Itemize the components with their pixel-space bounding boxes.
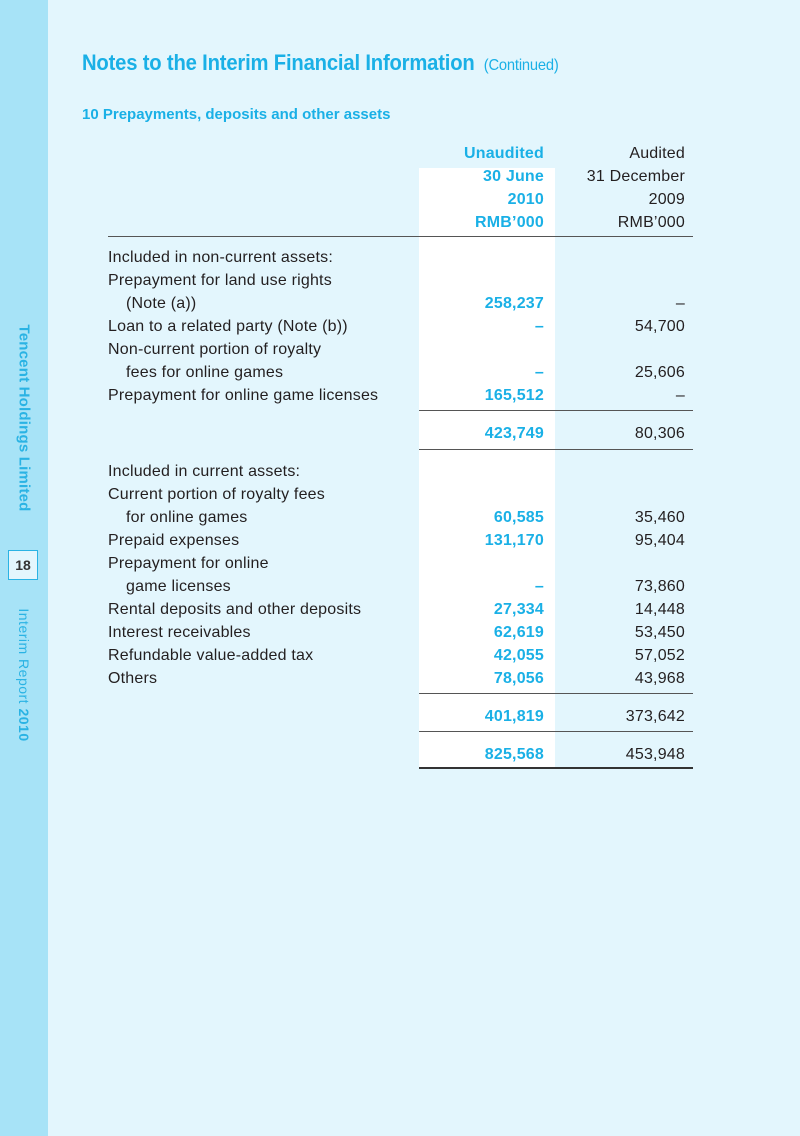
- row-label-continued: game licenses: [126, 578, 231, 595]
- row-current-value: –: [534, 364, 544, 381]
- row-label: Rental deposits and other deposits: [108, 601, 362, 618]
- grand-total-double-rule: [419, 767, 693, 769]
- row-label: Prepayment for online: [108, 555, 269, 572]
- row-label-continued: (Note (a)): [126, 295, 197, 312]
- title-main: Notes to the Interim Financial Information: [82, 50, 475, 75]
- header-prior-year: 2009: [648, 191, 685, 208]
- subtotal-rule-bottom: [419, 449, 693, 450]
- section-heading: 10 Prepayments, deposits and other assets: [82, 106, 391, 123]
- sidebar-company-name: Tencent Holdings Limited: [15, 324, 33, 512]
- row-current-value: –: [534, 318, 544, 335]
- row-prior-value: 53,450: [634, 624, 685, 641]
- row-label: Refundable value-added tax: [108, 647, 314, 664]
- row-label: Interest receivables: [108, 624, 251, 641]
- row-current-value: 60,585: [493, 509, 544, 526]
- row-label: Current portion of royalty fees: [108, 486, 325, 503]
- row-label-continued: for online games: [126, 509, 248, 526]
- page-number: 18: [8, 550, 38, 580]
- row-current-value: 78,056: [493, 670, 544, 687]
- grand-total-current: 825,568: [484, 746, 544, 763]
- row-prior-value: –: [675, 387, 685, 404]
- subtotal-rule-top: [419, 410, 693, 411]
- report-year: 2010: [16, 708, 32, 742]
- header-prior-date: 31 December: [586, 168, 685, 185]
- row-label: Loan to a related party (Note (b)): [108, 318, 348, 335]
- header-divider: [108, 236, 693, 237]
- current-subtotal-current: 401,819: [484, 708, 544, 725]
- row-prior-value: 14,448: [634, 601, 685, 618]
- row-current-value: 131,170: [484, 532, 544, 549]
- non-current-heading: Included in non-current assets:: [108, 249, 333, 266]
- header-current-unit: RMB’000: [475, 214, 544, 231]
- row-current-value: 62,619: [493, 624, 544, 641]
- current-subtotal-prior: 373,642: [625, 708, 685, 725]
- header-current-year: 2010: [507, 191, 544, 208]
- row-label: Prepayment for online game licenses: [108, 387, 379, 404]
- row-prior-value: 57,052: [634, 647, 685, 664]
- non-current-subtotal-current: 423,749: [484, 425, 544, 442]
- row-prior-value: 35,460: [634, 509, 685, 526]
- title-suffix: (Continued): [483, 57, 559, 74]
- row-current-value: 42,055: [493, 647, 544, 664]
- row-label-continued: fees for online games: [126, 364, 284, 381]
- row-prior-value: 54,700: [634, 318, 685, 335]
- row-prior-value: 73,860: [634, 578, 685, 595]
- row-current-value: 165,512: [484, 387, 544, 404]
- header-prior-unit: RMB’000: [617, 214, 685, 231]
- row-prior-value: 95,404: [634, 532, 685, 549]
- subtotal-rule-bottom: [419, 731, 693, 732]
- row-prior-value: –: [675, 295, 685, 312]
- header-current-status: Unaudited: [463, 145, 544, 162]
- sidebar: [0, 0, 48, 1136]
- grand-total-prior: 453,948: [625, 746, 685, 763]
- subtotal-rule-top: [419, 693, 693, 694]
- row-current-value: –: [534, 578, 544, 595]
- row-prior-value: 25,606: [634, 364, 685, 381]
- row-prior-value: 43,968: [634, 670, 685, 687]
- sidebar-report-label: [16, 608, 32, 741]
- report-label: Interim Report: [16, 608, 32, 705]
- row-label: Non-current portion of royalty: [108, 341, 322, 358]
- page-title: [82, 50, 559, 76]
- row-current-value: 258,237: [484, 295, 544, 312]
- header-prior-status: Audited: [629, 145, 685, 162]
- row-current-value: 27,334: [493, 601, 544, 618]
- header-current-date: 30 June: [483, 168, 544, 185]
- row-label: Prepayment for land use rights: [108, 272, 332, 289]
- current-assets-heading: Included in current assets:: [108, 463, 301, 480]
- row-label: Prepaid expenses: [108, 532, 240, 549]
- non-current-subtotal-prior: 80,306: [634, 425, 685, 442]
- row-label: Others: [108, 670, 158, 687]
